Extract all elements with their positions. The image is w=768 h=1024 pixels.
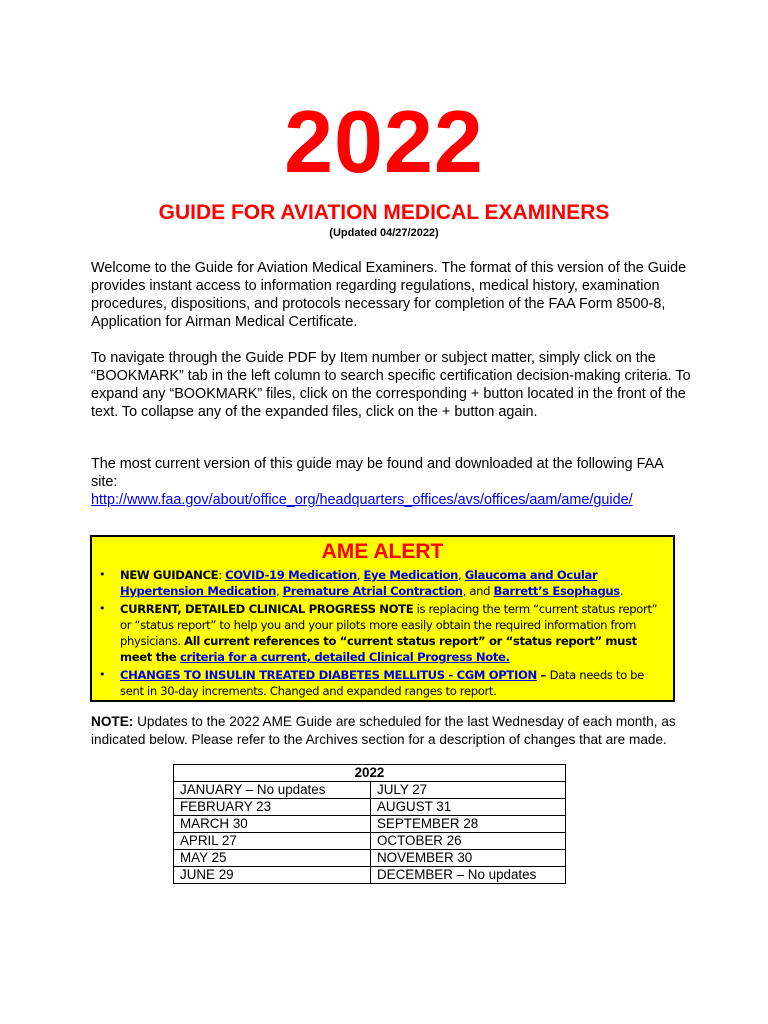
ame-alert-title: AME ALERT xyxy=(321,540,444,563)
covid-medication-link[interactable]: COVID-19 Medication xyxy=(225,568,357,582)
table-cell: JANUARY – No updates xyxy=(174,782,371,799)
table-header-row xyxy=(174,765,566,782)
barretts-esophagus-link[interactable]: Barrett’s Esophagus xyxy=(493,584,620,598)
alert-item-separator: , xyxy=(356,568,364,582)
eye-medication-link[interactable]: Eye Medication xyxy=(363,568,459,582)
premature-atrial-contraction-link[interactable]: Premature Atrial Contraction xyxy=(282,584,463,598)
alert-item-new-guidance xyxy=(92,567,673,599)
intro-paragraph-welcome: Welcome to the Guide for Aviation Medical Examiners. The format of this version of the Guide provides instant access to information regarding regulations, medical history, examination procedures, dispositions, and protocols necessary for completion of the FAA Form 8500-8, Application for Airman Medical Certificate. xyxy=(91,260,687,330)
diabetes-cgm-option-link[interactable]: CHANGES TO INSULIN TREATED DIABETES MELLITUS - CGM OPTION xyxy=(120,668,537,682)
table-row xyxy=(174,782,566,799)
alert-item-separator: : xyxy=(218,568,226,582)
update-schedule-table xyxy=(173,764,566,884)
table-header: 2022 xyxy=(174,765,566,782)
table-row xyxy=(174,867,566,884)
table-cell: MAY 25 xyxy=(174,850,371,867)
document-year: 2022 xyxy=(284,92,484,191)
alert-item-bold-text: All current references to “current status report” or “status report” must meet the xyxy=(120,634,637,664)
alert-item-separator: , xyxy=(275,584,283,598)
table-row xyxy=(174,816,566,833)
alert-item-diabetes-cgm xyxy=(92,667,673,699)
table-cell: AUGUST 31 xyxy=(371,799,566,816)
alert-item-end: . xyxy=(619,584,624,598)
table-cell: JUNE 29 xyxy=(174,867,371,884)
alert-item-text: Data needs to be sent in 30-day increments. Changed and expanded ranges to report. xyxy=(120,668,644,698)
table-cell: JULY 27 xyxy=(371,782,566,799)
bullet-icon: • xyxy=(99,668,106,681)
bullet-icon: • xyxy=(99,602,106,615)
table-cell: OCTOBER 26 xyxy=(371,833,566,850)
faa-guide-link[interactable]: http://www.faa.gov/about/office_org/headquarters_offices/avs/offices/aam/ame/guide/ xyxy=(91,492,633,508)
bullet-icon: • xyxy=(99,568,106,581)
alert-item-lead: NEW GUIDANCE xyxy=(120,568,219,582)
update-note xyxy=(91,713,691,749)
note-label: NOTE: xyxy=(91,714,134,729)
alert-item-lead: CURRENT, DETAILED CLINICAL PROGRESS NOTE xyxy=(120,602,414,616)
alert-item-clinical-progress-note xyxy=(92,601,673,665)
table-cell: NOVEMBER 30 xyxy=(371,850,566,867)
table-row xyxy=(174,799,566,816)
table-row xyxy=(174,833,566,850)
intro-paragraph-download xyxy=(91,455,691,509)
table-cell: APRIL 27 xyxy=(174,833,371,850)
document-title: GUIDE FOR AVIATION MEDICAL EXAMINERS xyxy=(158,201,610,224)
table-cell: MARCH 30 xyxy=(174,816,371,833)
table-cell: SEPTEMBER 28 xyxy=(371,816,566,833)
table-cell: FEBRUARY 23 xyxy=(174,799,371,816)
intro-paragraph-navigation: To navigate through the Guide PDF by Item number or subject matter, simply click on the “BOOKMARK” tab in the left column to search specific certification decision-making criteria. To expand any “BOOKMARK” files, click on the corresponding + button located in the front of the text. To collapse any of the expanded files, click on the + button again. xyxy=(91,350,691,420)
alert-item-text: is replacing the term “current status report” or “status report” to help you and your pilots more easily obtain the required information from physicians. xyxy=(120,602,658,648)
download-text: The most current version of this guide may be found and downloaded at the following FAA site: xyxy=(91,456,663,490)
updated-date: (Updated 04/27/2022) xyxy=(329,227,439,239)
glaucoma-medication-link[interactable]: Glaucoma and Ocular Hypertension Medication xyxy=(120,568,598,598)
alert-item-separator: , xyxy=(458,568,465,582)
clinical-progress-note-link[interactable]: criteria for a current, detailed Clinical Progress Note. xyxy=(179,650,510,664)
table-row xyxy=(174,850,566,867)
ame-alert-list xyxy=(92,567,673,699)
ame-alert-box xyxy=(90,535,675,702)
alert-item-separator: , and xyxy=(462,584,494,598)
alert-item-dash: – xyxy=(536,668,550,682)
note-text: Updates to the 2022 AME Guide are scheduled for the last Wednesday of each month, as indicated below. Please refer to the Archives section for a description of changes that are made. xyxy=(91,714,676,747)
table-cell: DECEMBER – No updates xyxy=(371,867,566,884)
